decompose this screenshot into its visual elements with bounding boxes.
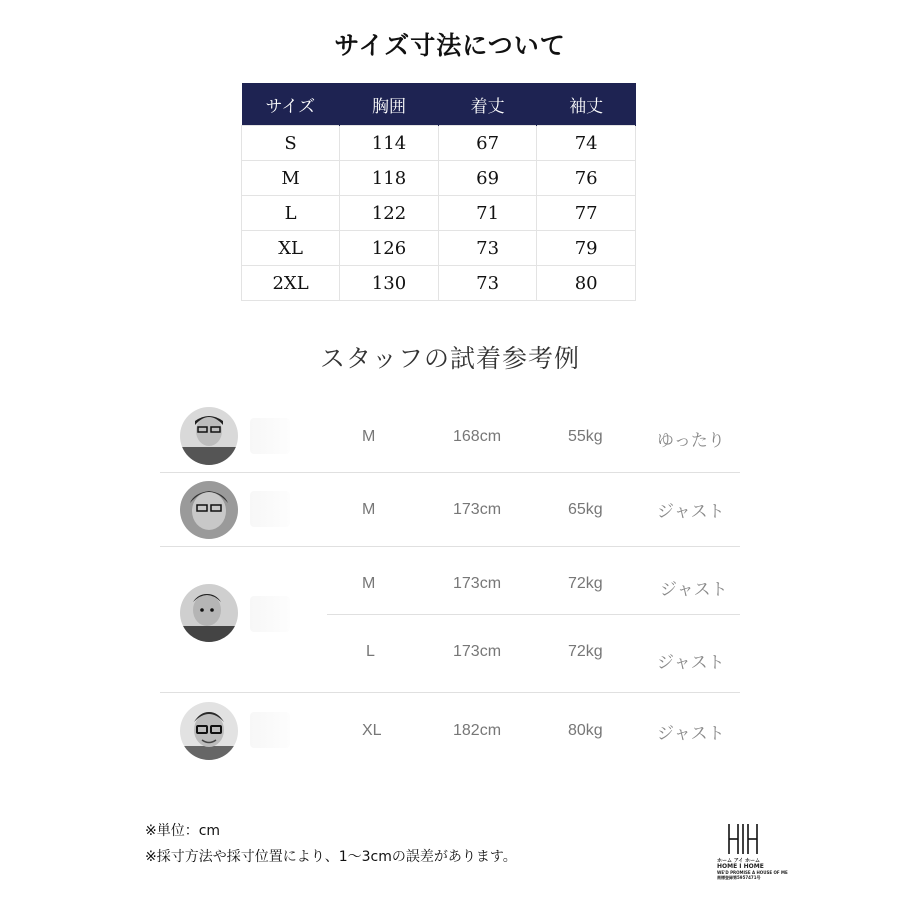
header-size: サイズ	[242, 83, 340, 126]
staff-weight: 72kg	[568, 643, 603, 660]
cell-sleeve: 80	[537, 266, 636, 301]
staff-size: M	[362, 501, 376, 518]
size-chart-header-row	[242, 83, 636, 126]
staff-fit: ジャスト	[657, 502, 725, 522]
cell-chest: 130	[340, 266, 439, 301]
table-row	[242, 266, 636, 301]
row-divider	[327, 614, 740, 615]
cell-length: 71	[438, 196, 537, 231]
cell-chest: 122	[340, 196, 439, 231]
page-title: サイズ寸法について	[334, 31, 566, 60]
notes	[145, 818, 517, 870]
row-divider	[160, 692, 740, 693]
cell-size: XL	[242, 231, 340, 266]
staff-avatar	[180, 481, 238, 539]
staff-fit: ゆったり	[657, 431, 725, 451]
staff-fit: ジャスト	[657, 724, 725, 744]
row-divider	[160, 546, 740, 547]
staff-name-blurred	[250, 418, 290, 454]
staff-avatar	[180, 702, 238, 760]
table-row	[242, 196, 636, 231]
staff-size: L	[366, 643, 375, 660]
staff-height: 173cm	[453, 575, 502, 592]
table-row	[242, 161, 636, 196]
cell-length: 67	[438, 126, 537, 161]
staff-weight: 65kg	[568, 501, 603, 518]
staff-height: 173cm	[453, 643, 502, 660]
staff-fit: ジャスト	[657, 653, 725, 673]
cell-sleeve: 76	[537, 161, 636, 196]
staff-size: XL	[362, 722, 382, 739]
logo-name: HOME I HOME	[717, 863, 764, 870]
staff-fitting-title: スタッフの試着参考例	[319, 344, 580, 373]
staff-weight: 72kg	[568, 575, 603, 592]
staff-name-blurred	[250, 712, 290, 748]
staff-fit: ジャスト	[660, 580, 728, 600]
cell-size: L	[242, 196, 340, 231]
staff-weight: 80kg	[568, 722, 603, 739]
error-note: ※採寸方法や採寸位置により、1〜3cmの誤差があります。	[145, 849, 517, 865]
logo-kana: ホーム アイ ホーム	[717, 858, 761, 864]
table-row	[242, 231, 636, 266]
cell-chest: 118	[340, 161, 439, 196]
staff-avatar	[180, 407, 238, 465]
cell-length: 73	[438, 231, 537, 266]
cell-size: M	[242, 161, 340, 196]
cell-size: 2XL	[242, 266, 340, 301]
table-row	[242, 126, 636, 161]
logo-trademark: 商標登録第5957471号	[717, 875, 761, 880]
brand-logo	[717, 822, 788, 882]
staff-size: M	[362, 575, 376, 592]
cell-length: 73	[438, 266, 537, 301]
staff-weight: 55kg	[568, 428, 603, 445]
staff-height: 168cm	[453, 428, 502, 445]
staff-size: M	[362, 428, 376, 445]
cell-chest: 126	[340, 231, 439, 266]
unit-note: ※単位：cm	[145, 823, 221, 839]
cell-sleeve: 79	[537, 231, 636, 266]
header-chest: 胸囲	[340, 83, 439, 126]
staff-name-blurred	[250, 491, 290, 527]
staff-height: 182cm	[453, 722, 502, 739]
staff-height: 173cm	[453, 501, 502, 518]
logo-tagline: WE'D PROMISE A HOUSE OF ME	[717, 870, 788, 875]
staff-name-blurred	[250, 596, 290, 632]
cell-sleeve: 77	[537, 196, 636, 231]
header-length: 着丈	[438, 83, 537, 126]
cell-size: S	[242, 126, 340, 161]
size-chart-table	[241, 83, 636, 301]
brand-logo-icon	[725, 822, 761, 856]
cell-length: 69	[438, 161, 537, 196]
staff-avatar	[180, 584, 238, 642]
cell-sleeve: 74	[537, 126, 636, 161]
row-divider	[160, 472, 740, 473]
header-sleeve: 袖丈	[537, 83, 636, 126]
cell-chest: 114	[340, 126, 439, 161]
